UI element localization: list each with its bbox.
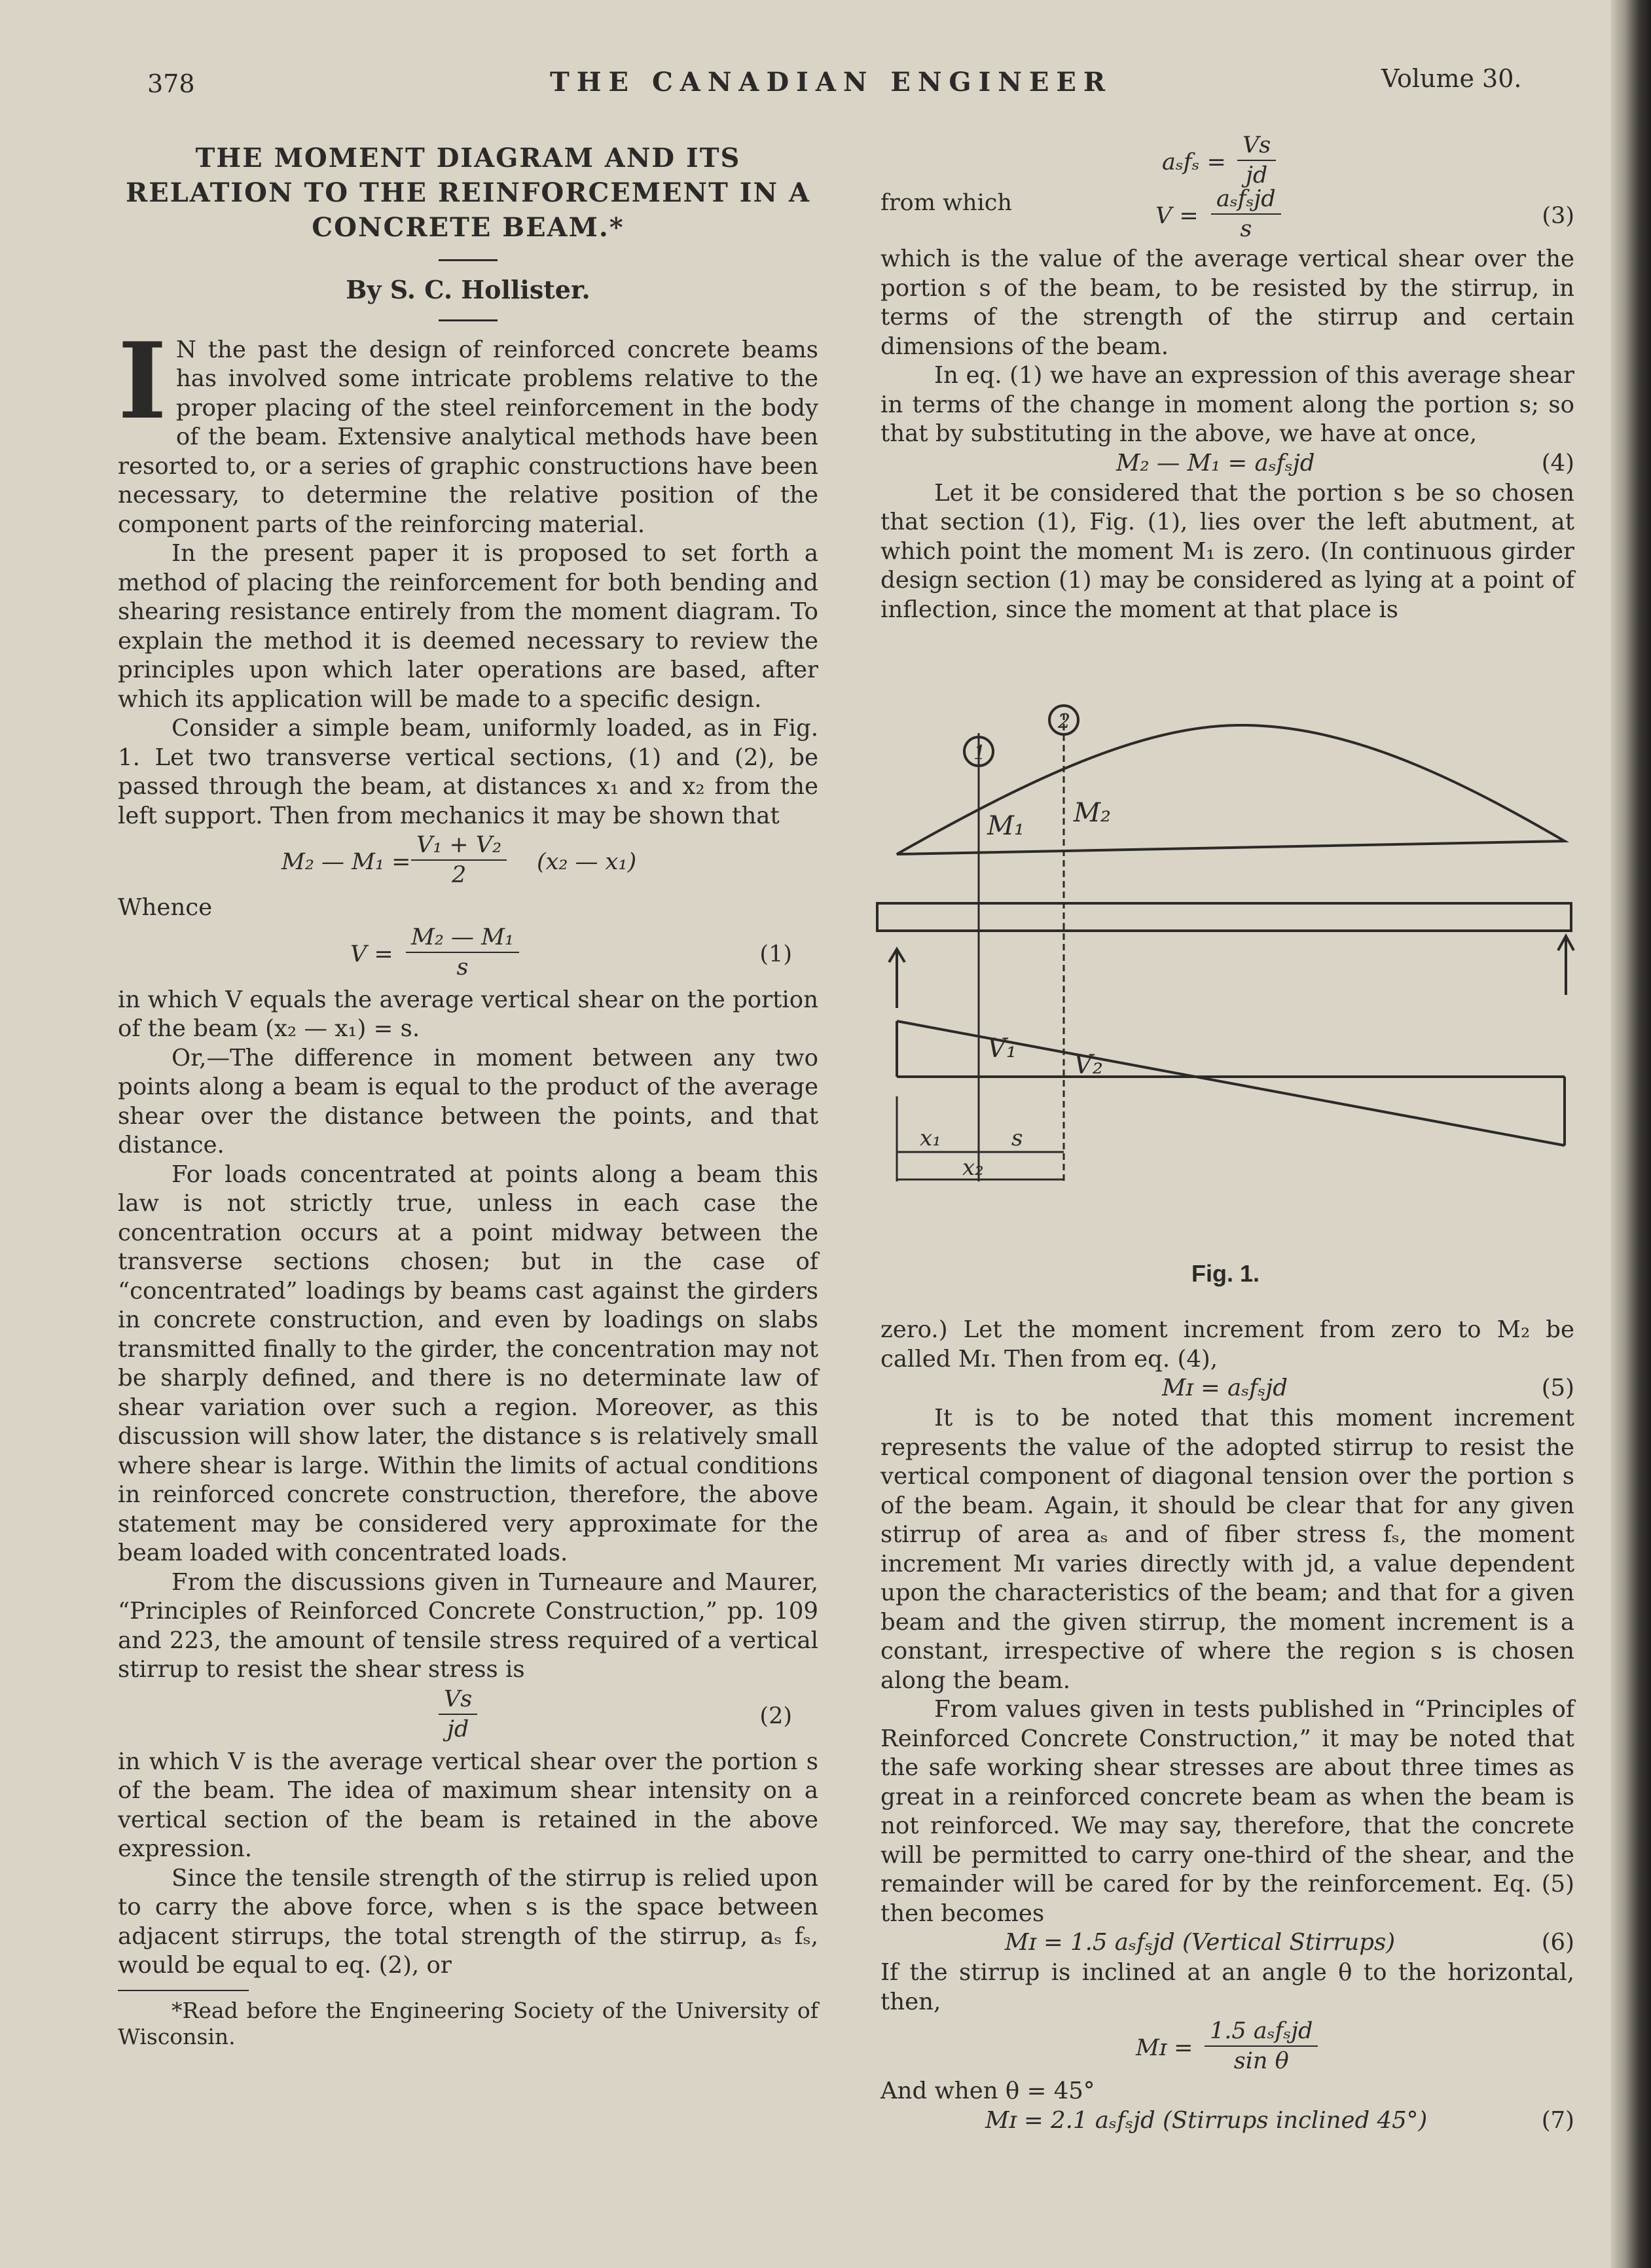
paragraph-3: Consider a simple beam, uniformly loaded, as in Fig. 1. Let two transverse vertical sections, (1) and (2), be passed through the beam, at distances x₁ and x₂ from the left support. Then from mechanics it may be shown that [118, 715, 818, 829]
equation-number: (2) [759, 1702, 792, 1729]
fraction-numerator: V₁ + V₂ [416, 832, 502, 858]
equation-lhs: M₂ — M₁ = [281, 849, 411, 875]
running-header [0, 63, 1597, 109]
footnote-rule [118, 1990, 249, 1991]
fraction-denominator: jd [439, 1714, 477, 1744]
paragraph-12: Let it be considered that the portion s be so chosen that section (1), Fig. (1), lies over the left abutment, at which point the moment M₁ is zero. (In continuous girder design section (1) may be considered as lying at a point of inflection, since the moment at that place is [880, 479, 1574, 623]
equation-fraction [406, 923, 519, 982]
v1-label: V₁ [987, 1034, 1017, 1064]
equation-lhs: Mɪ = [1136, 2035, 1193, 2061]
equation-lhs: aₛfₛ = [1162, 149, 1226, 175]
equation-number: (4) [1541, 449, 1574, 477]
equation-tail: (x₂ — x₁) [537, 849, 637, 875]
equation-number: (7) [1541, 2106, 1574, 2134]
x2-label: x₂ [962, 1155, 984, 1181]
paragraph-14: It is to be noted that this moment increment represents the value of the adopted stirrup to resist the vertical component of diagonal tension over the portion s of the beam. Again, it should be clear that for any given stirrup of area aₛ and of fiber stress fₛ, the moment increment Mɪ varies directly with jd, a value dependent upon the characteristics of the beam; and that for a given beam and the given stirrup, the moment increment is a constant, irrespective of where the region s is chosen along the beam. [880, 1405, 1574, 1694]
paragraph-16: If the stirrup is inclined at an angle θ to the horizontal, then, [880, 1959, 1574, 2015]
equation-lhs: V = [350, 941, 393, 967]
equation-2 [118, 1685, 818, 1748]
equation-number: (1) [759, 941, 792, 967]
section-2-label: 2 [1058, 710, 1071, 733]
equation-fraction [1205, 2017, 1318, 2076]
equation-fraction [411, 831, 507, 890]
paragraph-10: which is the value of the average vertical shear over the portion s of the beam, to be resisted by the stirrup, in terms of the strength of the stirrup and certain dimensions of the beam. [880, 245, 1574, 360]
paragraph-15: From values given in tests published in “Principles of Reinforced Concrete Construction,” it may be noted that the safe working shear stresses are about three times as great in a reinforced concrete beam as when the beam is not reinforced. We may say, therefore, that the concrete will be permitted to carry one-third of the shear, and the remainder will be cared for by the reinforcement. Eq. (5) then becomes [880, 1696, 1574, 1927]
equation-3 [880, 185, 1574, 245]
fraction-numerator: 1.5 aₛfₛjd [1210, 2018, 1313, 2044]
fraction-numerator: Vs [1243, 132, 1271, 158]
equation-number: (3) [1542, 203, 1574, 229]
v2-label: V₂ [1074, 1050, 1103, 1080]
equation-body: Mɪ = 1.5 aₛfₛjd (Vertical Stirrups) [1005, 1929, 1396, 1956]
equation-lhs: V = [1155, 203, 1199, 229]
equation-inclined-stirrup [880, 2017, 1574, 2077]
equation-moment-difference [118, 831, 818, 893]
whence-text: Whence [118, 894, 213, 921]
paragraph-4: in which V equals the average vertical shear on the portion of the beam (x₂ — x₁) = s. [118, 986, 818, 1042]
equation-body: Mɪ = 2.1 aₛfₛjd (Stirrups inclined 45°) [985, 2106, 1428, 2134]
fraction-numerator: M₂ — M₁ [411, 924, 514, 950]
equation-5 [880, 1374, 1574, 1404]
and-when-text: And when θ = 45° [880, 2078, 1095, 2104]
equation-number: (6) [1541, 1929, 1574, 1956]
m2-label: M₂ [1074, 798, 1111, 828]
equation-number: (5) [1541, 1375, 1574, 1401]
right-column-lower [880, 1316, 1574, 2136]
section-1-label: 1 [973, 742, 987, 765]
journal-title: THE CANADIAN ENGINEER [550, 67, 1113, 98]
page-edge-shadow [1610, 0, 1651, 2268]
paragraph-5: Or,—The difference in moment between any two points along a beam is equal to the product of the average shear over the distance between the points, and that distance. [118, 1044, 818, 1159]
equation-body: M₂ — M₁ = aₛfₛjd [1116, 449, 1315, 477]
paragraph-1 [118, 319, 818, 540]
x1-label: x₁ [920, 1125, 941, 1151]
left-column [118, 141, 818, 2050]
paragraph-6: For loads concentrated at points along a beam this law is not strictly true, unless in each case the concentration occurs at a point midway between the transverse sections chosen; but in the case of “concentrated” loadings by beams cast against the girders in concrete construction, and even by loadings on slabs transmitted finally to the girder, the concentration may not be sharply defined, and there is no determinate law of shear variation over such a region. Moreover, as this discussion will show later, the distance s is relatively small where shear is large. Within the limits of actual conditions in reinforced concrete construction, therefore, the above statement may be considered very approximate for the beam loaded with concentrated loads. [118, 1161, 818, 1566]
right-column [880, 131, 1574, 624]
paragraph-7: From the discussions given in Turneaure and Maurer, “Principles of Reinforced Concrete Construction,” pp. 109 and 223, the amount of tensile stress required of a vertical stirrup to resist the shear stress is [118, 1568, 818, 1683]
paragraph-9: Since the tensile strength of the stirrup is relied upon to carry the above force, when s is the space between adjacent stirrups, the total strength of the stirrup, aₛ fₛ, would be equal to eq. (2), or [118, 1864, 818, 1979]
m1-label: M₁ [987, 811, 1025, 841]
footnote: *Read before the Engineering Society of the University of Wisconsin. [118, 1997, 818, 2049]
equation-7 [880, 2106, 1574, 2136]
equation-fraction [439, 1685, 477, 1744]
equation-1 [118, 923, 818, 986]
fraction-numerator: Vs [444, 1685, 473, 1712]
paragraph-2: In the present paper it is proposed to set forth a method of placing the reinforcement for both bending and shearing resistance entirely from the moment diagram. To explain the method it is deemed necessary to review the principles upon which later operations are based, after which its application will be made to a specific design. [118, 540, 818, 713]
equation-fraction [1237, 131, 1276, 190]
equation-6 [880, 1928, 1574, 1958]
from-which-text: from which [880, 190, 1012, 216]
equation-fraction [1211, 185, 1281, 243]
drop-cap: I [118, 319, 167, 442]
title-rule [439, 259, 498, 261]
article-title: THE MOMENT DIAGRAM AND ITS RELATION TO THE REINFORCEMENT IN A CONCRETE BEAM.* [125, 143, 811, 243]
fraction-numerator: aₛfₛjd [1216, 186, 1276, 212]
fraction-denominator: 2 [411, 859, 507, 890]
paragraph-1-text: N the past the design of reinforced concrete beams has involved some intricate problems relative to the proper placing of the steel reinforcement in the body of the beam. Extensive analytical methods have been resorted to, or a series of graphic constructions have been necessary, to determine the relative position of the component parts of the reinforcing material. [118, 336, 818, 538]
equation-4 [880, 449, 1574, 479]
page-number: 378 [147, 69, 195, 98]
byline: By S. C. Hollister. [346, 275, 590, 304]
figure-caption: Fig. 1. [1191, 1260, 1260, 1287]
s-label: s [1011, 1125, 1023, 1151]
fraction-denominator: jd [1237, 160, 1276, 190]
fraction-denominator: s [406, 952, 519, 982]
figure-1-diagram [871, 694, 1584, 1283]
paragraph-11: In eq. (1) we have an expression of this average shear in terms of the change in moment along the portion s; so that by substituting in the above, we have at once, [880, 362, 1574, 447]
beam [877, 903, 1571, 931]
volume-label: Volume 30. [1381, 64, 1522, 93]
byline-rule [439, 319, 498, 321]
equation-body: Mɪ = aₛfₛjd [1162, 1375, 1288, 1401]
fraction-denominator: s [1211, 213, 1281, 243]
paragraph-13: zero.) Let the moment increment from zero to M₂ be called Mɪ. Then from eq. (4), [880, 1316, 1574, 1373]
fraction-denominator: sin θ [1205, 2045, 1318, 2076]
equation-stirrup-strength [880, 131, 1574, 189]
paragraph-8: in which V is the average vertical shear over the portion s of the beam. The idea of maximum shear intensity on a vertical section of the beam is retained in the above expression. [118, 1748, 818, 1862]
